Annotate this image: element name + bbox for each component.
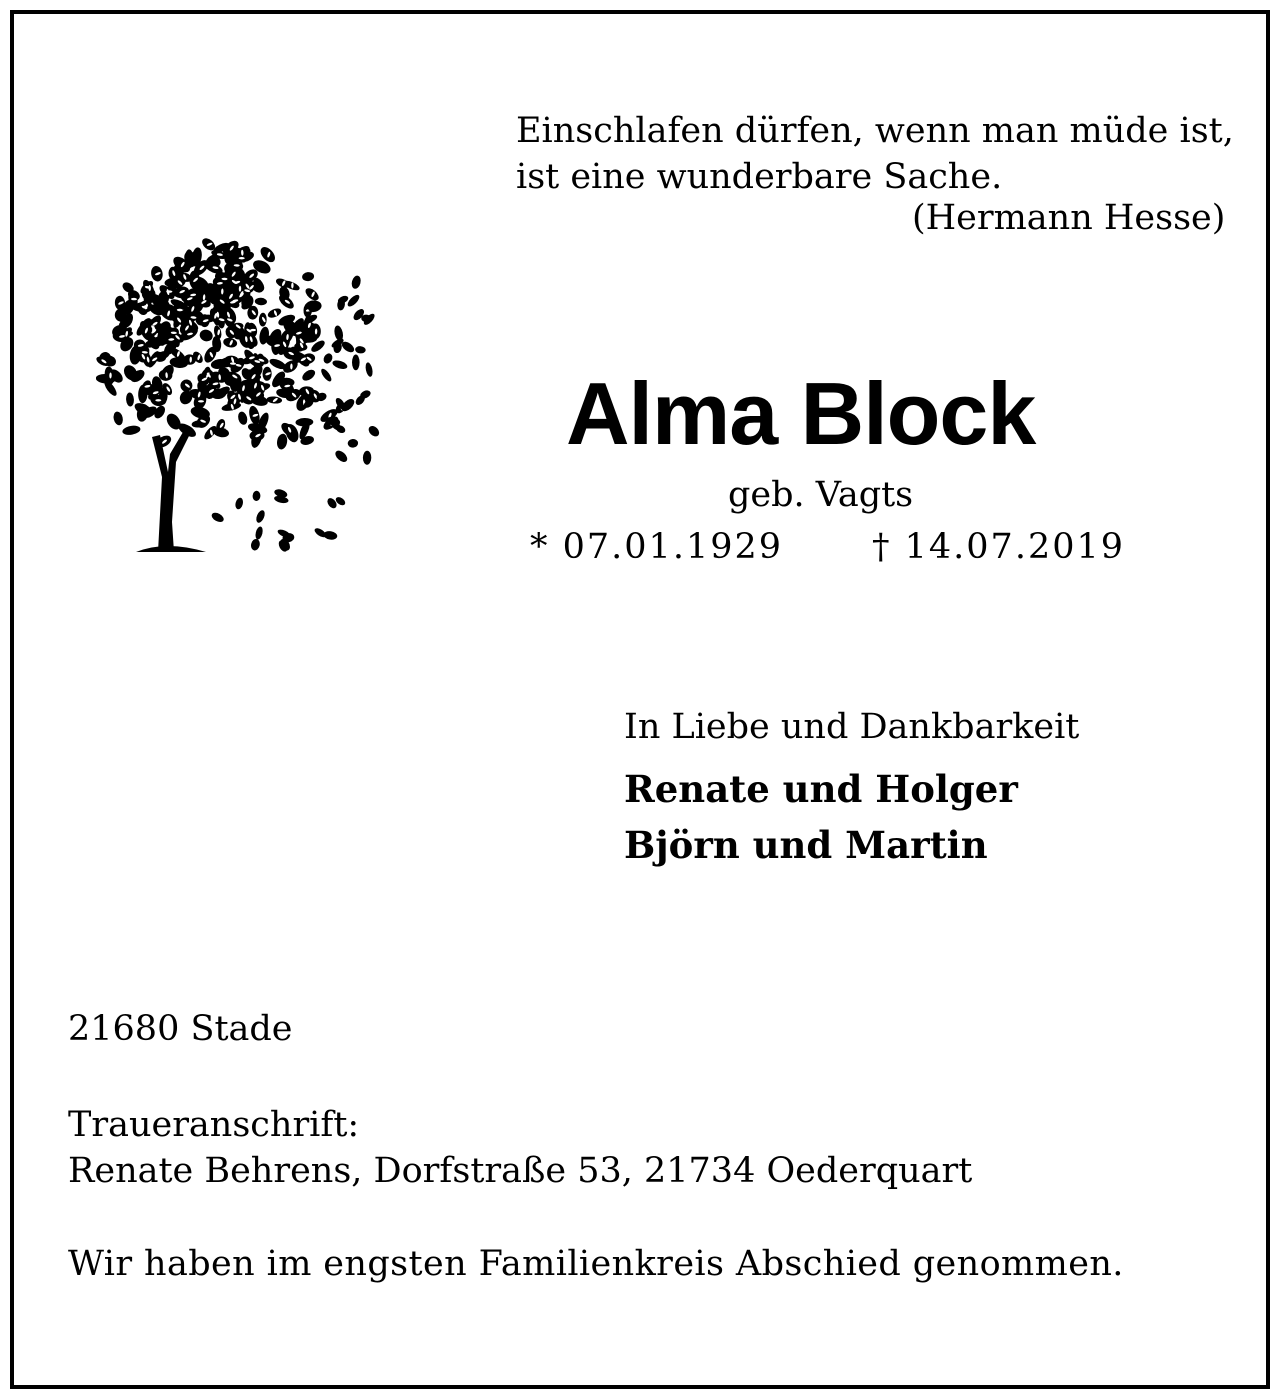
death-date: † 14.07.2019	[872, 527, 1126, 567]
mourner-line-1: Renate und Holger	[624, 767, 1018, 811]
mourning-address: Renate Behrens, Dorfstraße 53, 21734 Oederquart	[68, 1151, 973, 1191]
closing-note: Wir haben im engsten Familienkreis Abschied genommen.	[68, 1244, 1124, 1284]
tree-with-falling-leaves-icon	[96, 222, 386, 567]
quote-line-1: Einschlafen dürfen, wenn man müde ist,	[516, 111, 1234, 151]
maiden-name: geb. Vagts	[728, 475, 914, 515]
mourner-line-2: Björn und Martin	[624, 823, 988, 867]
deceased-name: Alma Block	[566, 364, 1036, 463]
quote-line-2: ist eine wunderbare Sache.	[516, 157, 1003, 197]
dedication-text: In Liebe und Dankbarkeit	[624, 707, 1080, 747]
birth-date: * 07.01.1929	[530, 527, 784, 567]
quote-author: (Hermann Hesse)	[912, 198, 1226, 238]
quote-text	[516, 108, 1234, 200]
place-of-residence: 21680 Stade	[68, 1009, 293, 1049]
mourning-address-label: Traueranschrift:	[68, 1105, 360, 1145]
